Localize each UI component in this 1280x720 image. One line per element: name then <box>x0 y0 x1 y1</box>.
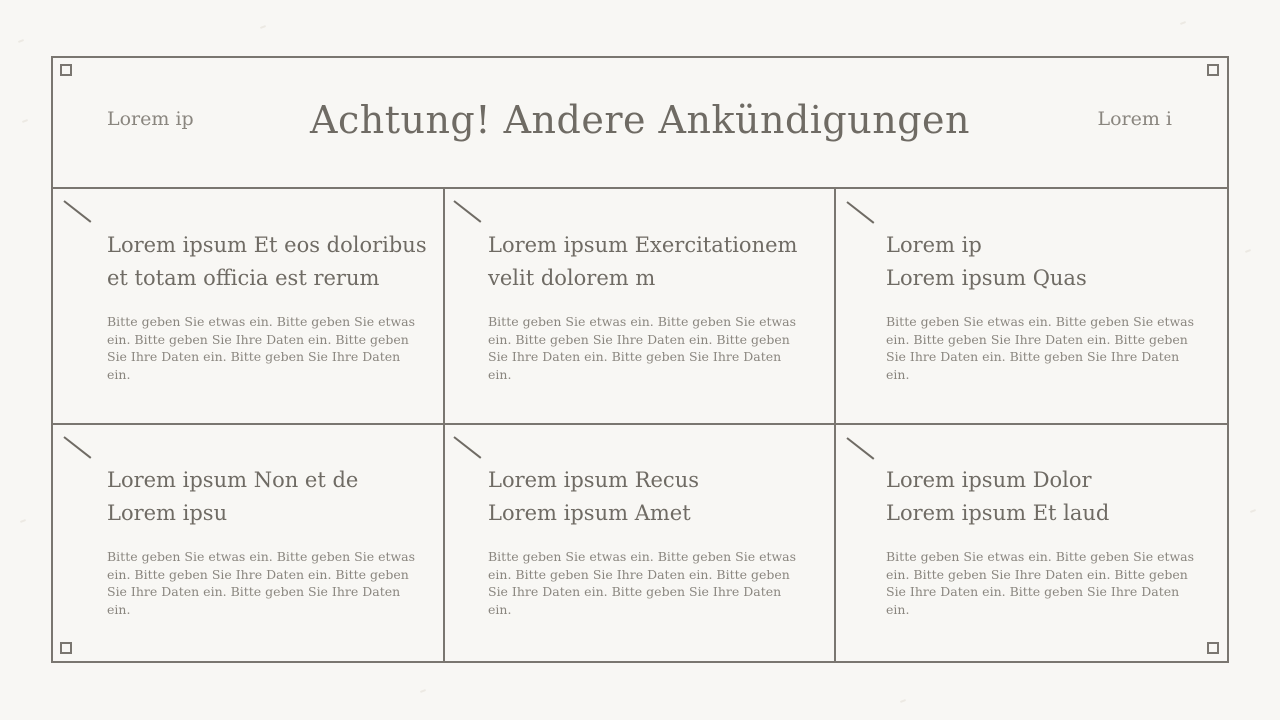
card-title: Lorem ipsum Recus Lorem ipsum Amet <box>488 468 699 525</box>
announcement-card <box>488 464 808 618</box>
announcement-card <box>107 464 427 618</box>
paper-speck <box>260 25 266 29</box>
header-left-label: Lorem ip <box>107 108 194 130</box>
card-body: Bitte geben Sie etwas ein. Bitte geben Sie etwas ein. Bitte geben Sie Ihre Daten ein. Bitte geben Sie Ihre Daten ein. Bitte geben Sie Ihre Daten ein. <box>107 549 416 617</box>
card-body: Bitte geben Sie etwas ein. Bitte geben Sie etwas ein. Bitte geben Sie Ihre Daten ein. Bitte geben Sie Ihre Daten ein. Bitte geben Sie Ihre Daten ein. <box>886 549 1195 617</box>
paper-speck <box>20 519 26 523</box>
paper-speck <box>1250 509 1256 513</box>
card-title: Lorem ipsum Non et de Lorem ipsu <box>107 468 359 525</box>
announcement-card <box>886 229 1206 383</box>
grid-divider-vertical <box>443 189 445 663</box>
announcement-card <box>107 229 427 383</box>
corner-ornament-top-left <box>60 64 72 76</box>
card-body: Bitte geben Sie etwas ein. Bitte geben Sie etwas ein. Bitte geben Sie Ihre Daten ein. Bitte geben Sie Ihre Daten ein. Bitte geben Sie Ihre Daten ein. <box>488 314 797 382</box>
card-title: Lorem ipsum Et eos doloribus et totam officia est rerum <box>107 233 427 290</box>
corner-ornament-bottom-left <box>60 642 72 654</box>
paper-speck <box>900 699 906 703</box>
paper-speck <box>1180 21 1186 25</box>
card-body: Bitte geben Sie etwas ein. Bitte geben Sie etwas ein. Bitte geben Sie Ihre Daten ein. Bitte geben Sie Ihre Daten ein. Bitte geben Sie Ihre Daten ein. <box>107 314 416 382</box>
announcement-card <box>886 464 1206 618</box>
announcement-card <box>488 229 808 383</box>
corner-ornament-top-right <box>1207 64 1219 76</box>
paper-speck <box>18 39 24 43</box>
page-title: Achtung! Andere Ankündigungen <box>310 98 970 142</box>
card-title: Lorem ipsum Dolor Lorem ipsum Et laud <box>886 468 1110 525</box>
header-right-label: Lorem i <box>1097 108 1172 130</box>
card-body: Bitte geben Sie etwas ein. Bitte geben Sie etwas ein. Bitte geben Sie Ihre Daten ein. Bitte geben Sie Ihre Daten ein. Bitte geben Sie Ihre Daten ein. <box>886 314 1195 382</box>
grid-divider-vertical <box>834 189 836 663</box>
card-body: Bitte geben Sie etwas ein. Bitte geben Sie etwas ein. Bitte geben Sie Ihre Daten ein. Bitte geben Sie Ihre Daten ein. Bitte geben Sie Ihre Daten ein. <box>488 549 797 617</box>
paper-speck <box>1245 249 1251 253</box>
paper-speck <box>22 119 28 123</box>
card-title: Lorem ip Lorem ipsum Quas <box>886 233 1087 290</box>
paper-speck <box>420 689 426 693</box>
grid-divider-horizontal <box>51 423 1229 425</box>
corner-ornament-bottom-right <box>1207 642 1219 654</box>
card-title: Lorem ipsum Exercitationem velit dolorem m <box>488 233 798 290</box>
